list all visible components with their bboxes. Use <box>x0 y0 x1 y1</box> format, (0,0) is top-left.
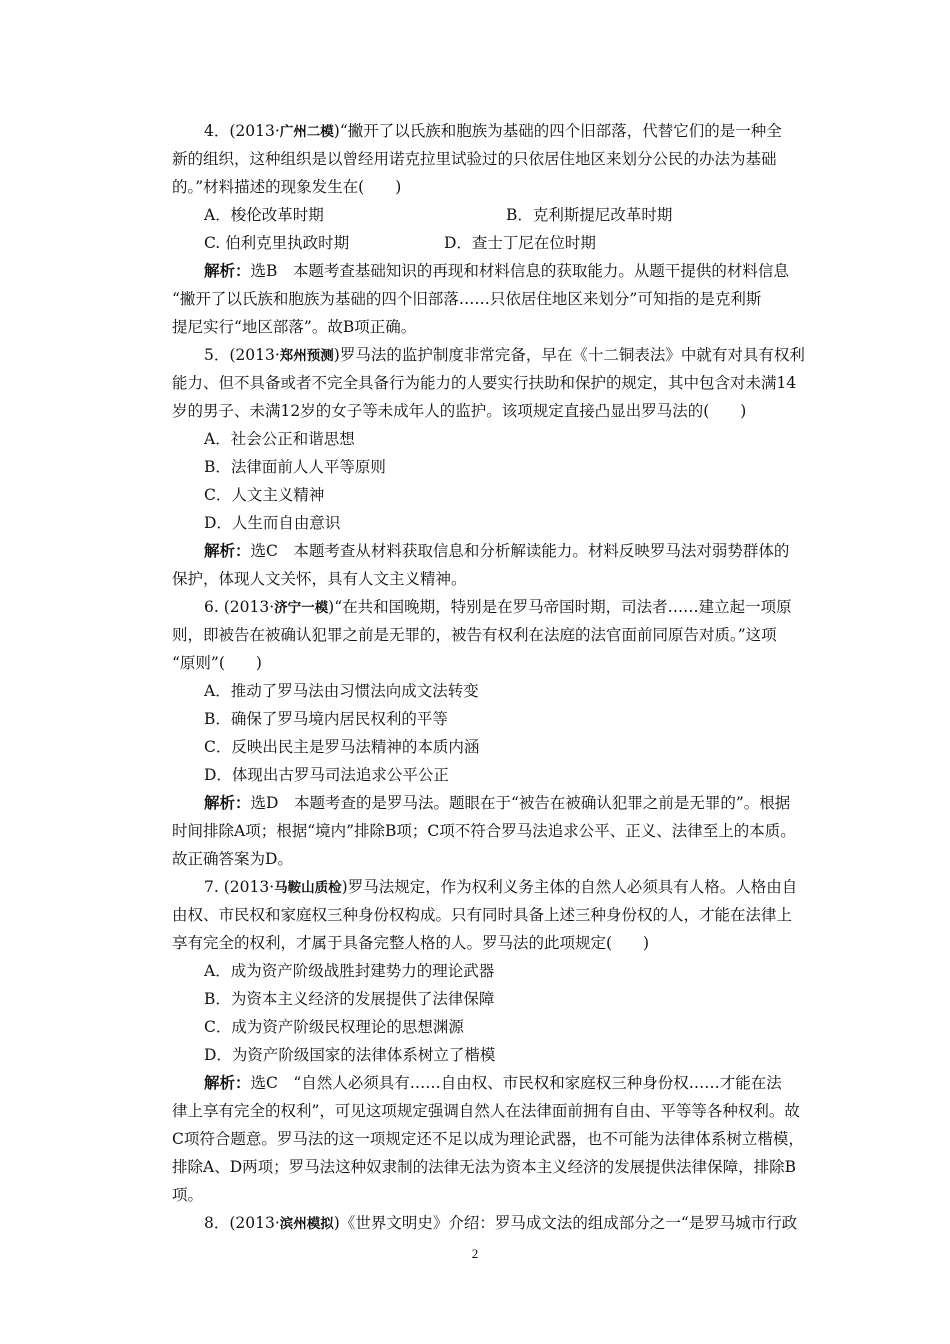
analysis-label: 解析： <box>204 1073 251 1092</box>
option-c: C. 伯利克里执政时期 <box>204 234 350 252</box>
question-8 <box>172 1209 812 1237</box>
question-stem-line: 8．(2013·滨州模拟)《世界文明史》介绍：罗马成文法的组成部分之一“是罗马城市行政 <box>204 1214 798 1232</box>
question-stem-line: 享有完全的权利，才属于具备完整人格的人。罗马法的此项规定( ) <box>172 934 650 952</box>
question-source: 广州二模 <box>279 124 334 140</box>
analysis-line: C项符合题意。罗马法的这一项规定还不足以成为理论武器，也不可能为法律体系树立楷模， <box>172 1130 804 1148</box>
question-stem-line: 岁的男子、未满12岁的女子等未成年人的监护。该项规定直接凸显出罗马法的( ) <box>172 402 747 420</box>
analysis-line: 解析：选C 本题考查从材料获取信息和分析解读能力。材料反映罗马法对弱势群体的 <box>204 541 790 560</box>
question-5 <box>172 341 812 593</box>
page-number: 2 <box>471 1246 479 1261</box>
analysis-line: 律上享有完全的权利”，可见这项规定强调自然人在法律面前拥有自由、平等等各种权利。故 <box>172 1102 800 1120</box>
option-a: A．成为资产阶级战胜封建势力的理论武器 <box>204 962 495 980</box>
analysis-label: 解析： <box>204 261 251 280</box>
analysis-label: 解析： <box>204 793 251 812</box>
question-stem-line: 4．(2013·广州二模)“撇开了以氏族和胞族为基础的四个旧部落，代替它们的是一种全 <box>204 122 782 140</box>
question-stem-line: 则，即被告在被确认犯罪之前是无罪的，被告有权利在法庭的法官面前同原告对质。”这项 <box>172 626 777 644</box>
analysis-line: 项。 <box>172 1186 204 1204</box>
option-b: B．为资本主义经济的发展提供了法律保障 <box>204 990 495 1008</box>
option-a: A．社会公正和谐思想 <box>204 430 355 448</box>
analysis-line: 解析：选B 本题考查基础知识的再现和材料信息的获取能力。从题干提供的材料信息 <box>204 261 789 280</box>
option-b: B．克利斯提尼改革时期 <box>506 206 673 224</box>
question-source: 济宁一模 <box>274 600 329 616</box>
analysis-line: “撇开了以氏族和胞族为基础的四个旧部落……只依居住地区来划分”可知指的是克利斯 <box>172 290 762 308</box>
option-c: C．反映出民主是罗马法精神的本质内涵 <box>204 738 480 756</box>
question-stem-line: 7. (2013·马鞍山质检)罗马法规定，作为权利义务主体的自然人必须具有人格。人格由自 <box>204 878 798 896</box>
option-a: A．推动了罗马法由习惯法向成文法转变 <box>204 682 479 700</box>
question-stem-line: 5．(2013·郑州预测)罗马法的监护制度非常完备，早在《十二铜表法》中就有对具有权利 <box>204 346 805 364</box>
analysis-line: 提尼实行“地区部落”。故B项正确。 <box>172 318 417 336</box>
analysis-label: 解析： <box>204 541 251 560</box>
option-a: A．梭伦改革时期 <box>204 206 324 224</box>
analysis-line: 解析：选D 本题考查的是罗马法。题眼在于“被告在被确认犯罪之前是无罪的”。根据 <box>204 793 791 812</box>
option-c: C．成为资产阶级民权理论的思想渊源 <box>204 1018 464 1036</box>
analysis-line: 解析：选C “自然人必须具有……自由权、市民权和家庭权三种身份权……才能在法 <box>204 1073 782 1092</box>
analysis-line: 时间排除A项；根据“境内”排除B项；C项不符合罗马法追求公平、正义、法律至上的本质。 <box>172 822 796 840</box>
analysis-line: 故正确答案为D。 <box>172 850 293 868</box>
question-stem-line: “原则”( ) <box>172 654 262 672</box>
question-6 <box>172 593 812 873</box>
question-source: 滨州模拟 <box>279 1216 334 1232</box>
question-stem-line: 新的组织，这种组织是以曾经用诺克拉里试验过的只依居住地区来划分公民的办法为基础 <box>172 150 777 168</box>
question-4 <box>172 117 812 341</box>
question-stem-line: 由权、市民权和家庭权三种身份权构成。只有同时具备上述三种身份权的人，才能在法律上 <box>172 906 793 924</box>
option-d: D．人生而自由意识 <box>204 514 341 532</box>
option-row <box>172 229 812 257</box>
question-7 <box>172 873 812 1209</box>
option-c: C．人文主义精神 <box>204 486 325 504</box>
question-stem-line: 的。”材料描述的现象发生在( ) <box>172 178 402 196</box>
analysis-line: 保护，体现人文关怀，具有人文主义精神。 <box>172 570 467 588</box>
option-row <box>172 201 812 229</box>
option-b: B．法律面前人人平等原则 <box>204 458 386 476</box>
question-stem-line: 能力、但不具备或者不完全具备行为能力的人要实行扶助和保护的规定，其中包含对未满14 <box>172 374 797 392</box>
document-body <box>172 117 812 1237</box>
question-stem-line: 6. (2013·济宁一模)“在共和国晚期，特别是在罗马帝国时期，司法者……建立起一项原 <box>204 598 792 616</box>
option-d: D．体现出古罗马司法追求公平公正 <box>204 766 449 784</box>
option-b: B．确保了罗马境内居民权利的平等 <box>204 710 448 728</box>
question-source: 郑州预测 <box>279 348 334 364</box>
question-source: 马鞍山质检 <box>274 880 342 896</box>
option-d: D．查士丁尼在位时期 <box>444 234 596 252</box>
analysis-line: 排除A、D两项；罗马法这种奴隶制的法律无法为资本主义经济的发展提供法律保障，排除B <box>172 1158 797 1176</box>
option-d: D．为资产阶级国家的法律体系树立了楷模 <box>204 1046 496 1064</box>
